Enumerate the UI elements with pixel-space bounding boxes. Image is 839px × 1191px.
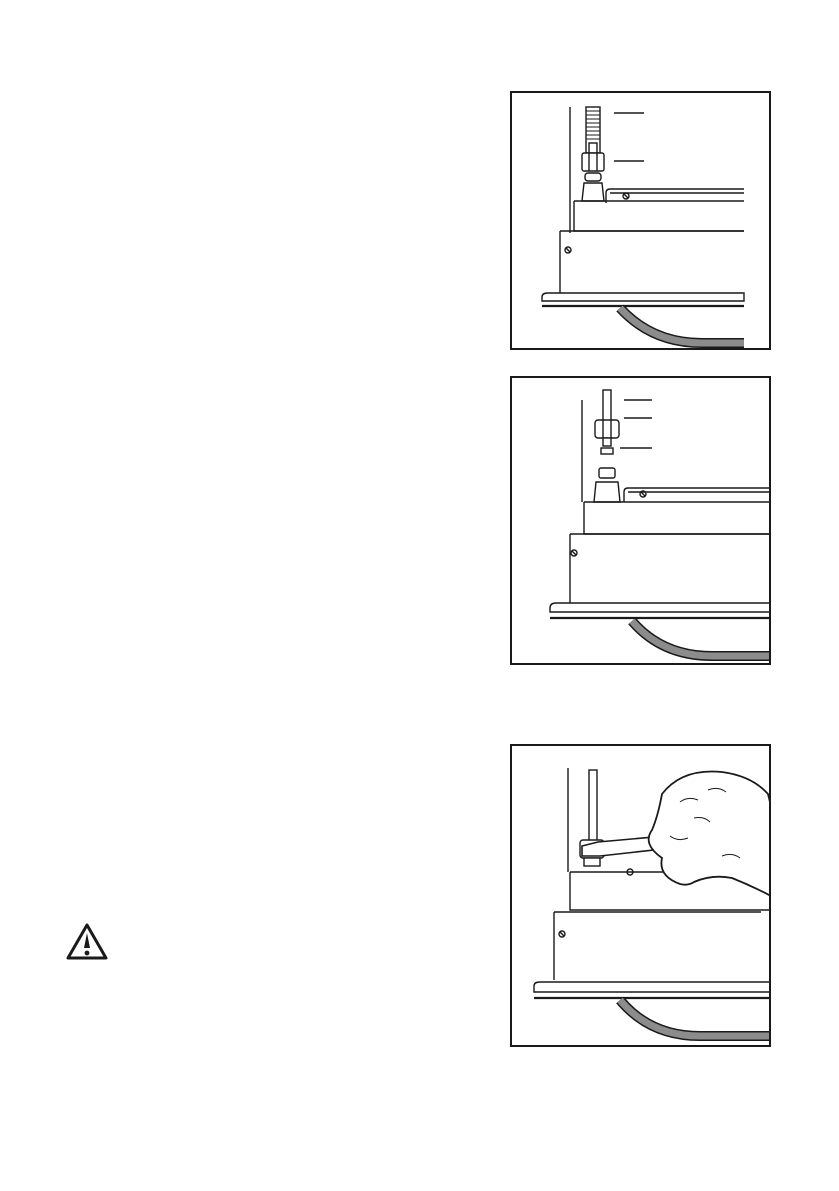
rigid-pipe-illustration [512,378,771,665]
figure-rigid-pipe-connection [510,376,771,665]
hand [649,771,771,896]
pipe-nut [595,420,619,438]
spanner-illustration [512,746,771,1047]
olive [601,448,613,454]
inlet-nut [599,468,615,478]
rigid-pipe [603,390,611,422]
gas-inlet [582,183,604,201]
figure-flexible-hose-connection [510,91,771,350]
rigid-pipe [589,770,597,842]
hose-nut [582,153,604,171]
figure-tightening-with-spanner [510,744,771,1047]
gas-inlet [594,482,620,502]
warning-triangle-icon [65,922,109,962]
flexible-hose-illustration [512,93,771,350]
seal-washer [585,173,601,181]
